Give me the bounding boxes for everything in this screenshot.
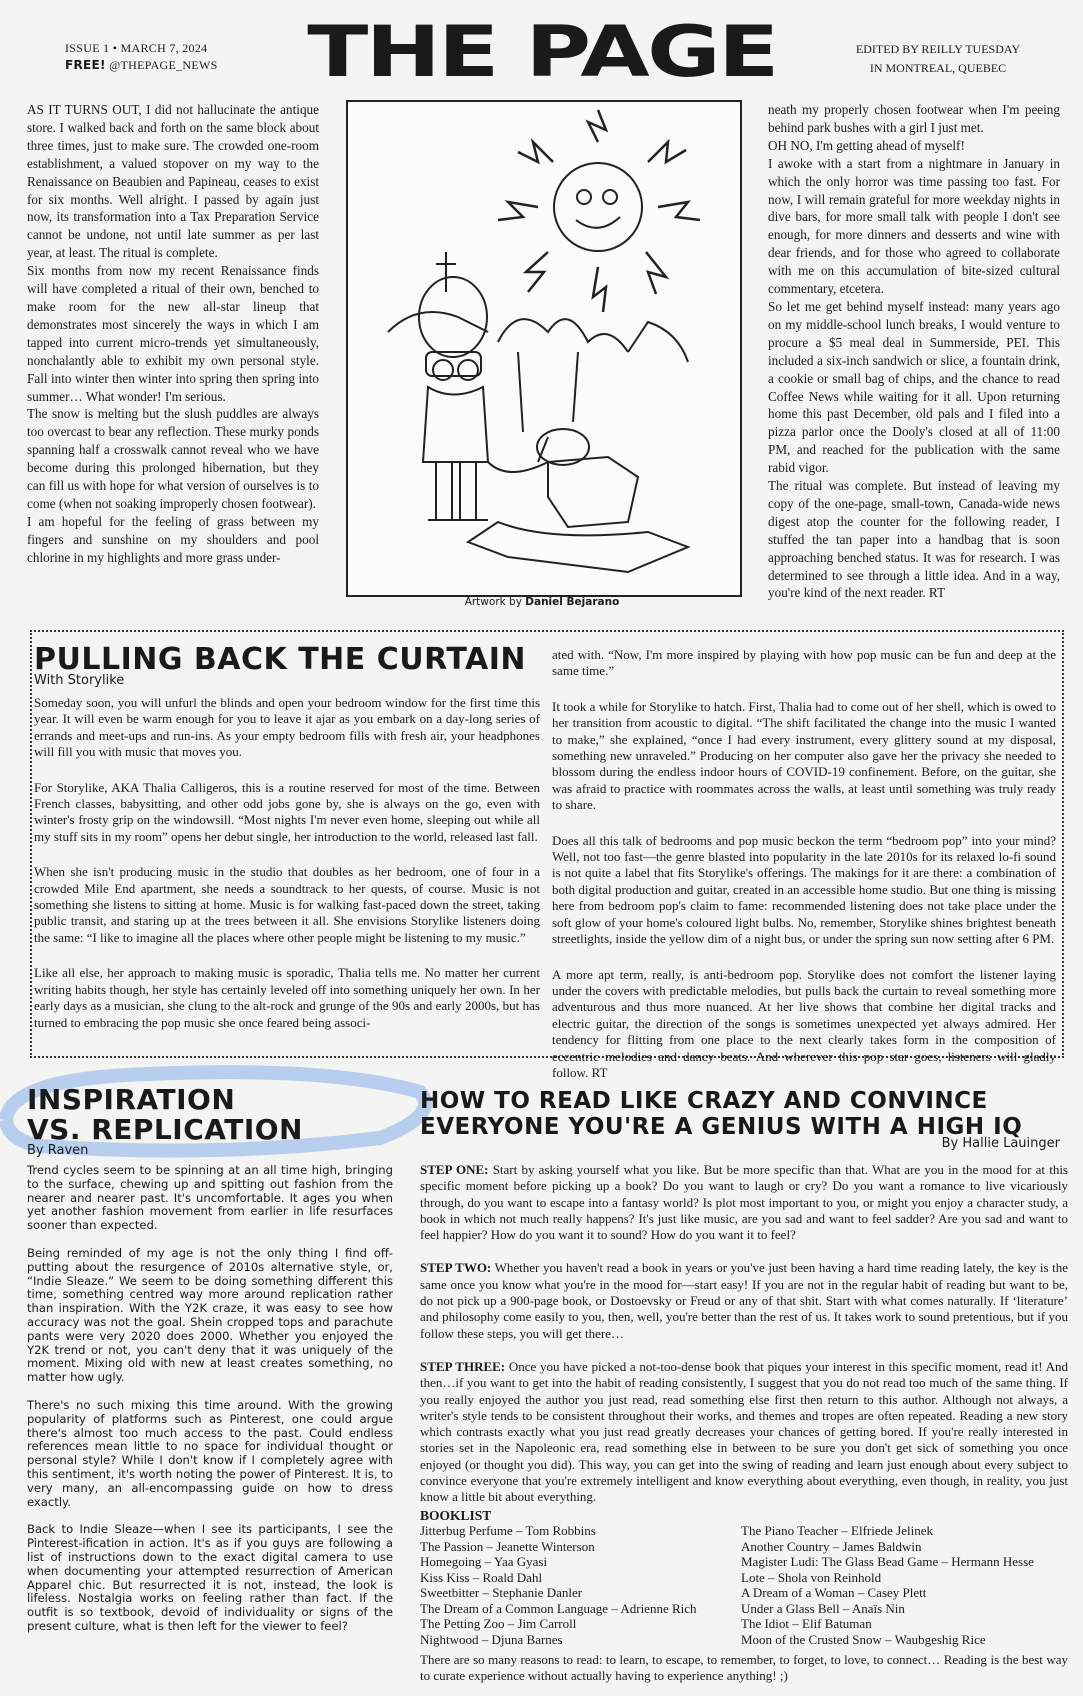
book-item: Sweetbitter – Stephanie Danler bbox=[420, 1585, 583, 1600]
howto-title bbox=[420, 1088, 1070, 1140]
front-paragraph: I awoke with a start from a nightmare in January in which the only horror was time passing too fast. For now, I will remain grateful for more weekday nights in dive bars, for more small talk with people I don't see enough, for more dinners and desserts and wine with dear friends, and for those who agreed to collaborate with me on this accumulation of bite-sized cultural commentary, etcetera. bbox=[768, 155, 1060, 297]
book-item: Moon of the Crusted Snow – Waubgeshig Rice bbox=[741, 1631, 986, 1647]
front-column-right bbox=[768, 101, 1060, 602]
cartoon-drawing bbox=[348, 102, 740, 595]
masthead-right bbox=[838, 40, 1038, 78]
book-item: The Petting Zoo – Jim Carroll bbox=[420, 1616, 577, 1631]
artwork-illustration bbox=[346, 100, 742, 597]
front-paragraph: I am hopeful for the feeling of grass between my fingers and sunshine on my shoulders and pool chlorine in my highlights and more grass under- bbox=[27, 513, 319, 565]
howto-title-line2: EVERYONE YOU'RE A GENIUS WITH A HIGH IQ bbox=[420, 1114, 1023, 1140]
curtain-paragraph: ated with. “Now, I'm more inspired by playing with how pop music can be fun and deep at the same time.” bbox=[552, 647, 1056, 679]
step-text: Whether you haven't read a book in years or you've just been having a hard time reading lately, the key is the same once you know what you're in the mood for—start easy! If you are not in the regular habit of reading but want to be, do not pick up a 900-page book, or Dostoevsky or Freud or any of that shit. Start with what comes naturally. If ‘literature’ and philosophy come easily to you, then, well, you're better than the rest of us. It takes work to sound pretentious, but if you follow these steps, you will get there… bbox=[420, 1260, 1068, 1341]
step-text: Once you have picked a not-too-dense book that piques your interest in this specific moment, read it! And then…if you want to get into the habit of reading consistently, I suggest that you do not read too much of the same thing. If you really enjoyed the author you just read, read something else first then return to this author. Although not always, a writer's style tends to be consistent throughout their works, and themes and tropes are often repeated. Reading a new story which contrasts exactly what you just read greatly decreases your chances of getting bored. If you're really interested in stories set in the Napoleonic era, read something else in between to be sure you don't get sick of something you once enjoyed (or thought you did). This way, you can get into the swing of reading and learn just enough about every subject to convince everyone that you're extremely intelligent and know everything about everything, even though, in reality, you just know a little bit about everything. bbox=[420, 1358, 1068, 1505]
inspiration-byline: By Raven bbox=[27, 1143, 89, 1158]
book-item: Magister Ludi: The Glass Bead Game – Hermann Hesse bbox=[741, 1554, 1034, 1569]
howto-step bbox=[420, 1162, 1068, 1243]
howto-closing: There are so many reasons to read: to learn, to escape, to remember, to forget, to love, to connect… Reading is the best way to curate experience without actually having to experience anything! ;) bbox=[420, 1652, 1068, 1683]
howto-byline: By Hallie Lauinger bbox=[941, 1136, 1060, 1151]
booklist-right bbox=[741, 1523, 1066, 1647]
book-item: A Dream of a Woman – Casey Plett bbox=[741, 1585, 927, 1600]
front-paragraph: The snow is melting but the slush puddles are always too overcast to bear any reflection. These murky ponds spanning half a crosswalk cannot reveal who we have become during this prolonged hibernation, but they can fill us with hope for what version of ourselves is to come (when not soaking improperly chosen footwear). bbox=[27, 406, 319, 511]
inspiration-title-line1: INSPIRATION bbox=[27, 1083, 236, 1116]
masthead-left bbox=[65, 40, 218, 74]
art-credit bbox=[346, 596, 738, 608]
curtain-paragraph: For Storylike, AKA Thalia Calligeros, this is a routine reserved for most of the time. Between French classes, babysitting, and other odd jobs gone by, she is always on the go, even with winter's frosty grip on the windowsill. “Most nights I'm never even home, sleeping out while all my stuff sits in my room” opens her debut single, her introduction to the world, released last fall. bbox=[34, 779, 540, 844]
curtain-paragraph: A more apt term, really, is anti-bedroom pop. Storylike does not comfort the listener laying under the covers with predictable melodies, but pulls back the curtain to reveal something more adventurous and thus more nuanced. At her live shows that combine her digital tracks and electric guitar, the direction of the songs is sometimes unexpected yet always admired. Her tendency for flitting from one place to the next clearly takes form in the composition of eccentric melodies and dancy beats. And wherever this pop star goes, listeners will gladly follow. RT bbox=[552, 966, 1056, 1080]
front-paragraph: OH NO, I'm getting ahead of myself! bbox=[768, 137, 965, 153]
curtain-paragraph: It took a while for Storylike to hatch. First, Thalia had to come out of her shell, which is owed to her transition from acoustic to digital. “The shift facilitated the change into the music I wanted to make,” she explained, “once I had every instrument, every glittery sound at my disposal, something new unraveled.” Producing on her computer also gave her the privacy she needed to blossom during the endless indoor hours of COVID-19 confinement. Before, on the guitar, she was afraid to practice with roommates across the walls, at least until something was truly ready to share. bbox=[552, 698, 1056, 813]
front-column-left bbox=[27, 101, 319, 567]
book-item: Another Country – James Baldwin bbox=[741, 1538, 922, 1554]
inspiration-paragraph: Trend cycles seem to be spinning at an all time high, bringing to the surface, chewing up and spitting out fashion from the nearer and nearer past. It's uncomfortable. It ages you when yet another fashion movement from earlier in life resurfaces sooner than expected. bbox=[27, 1163, 393, 1233]
book-item: The Idiot – Elif Batuman bbox=[741, 1616, 872, 1631]
issue-date: ISSUE 1 • MARCH 7, 2024 bbox=[65, 41, 208, 55]
curtain-column-right bbox=[552, 647, 1056, 1100]
editor-credit: EDITED BY REILLY TUESDAY bbox=[855, 42, 1021, 56]
masthead-title: THE PAGE bbox=[307, 11, 777, 93]
front-paragraph: AS IT TURNS OUT, I did not hallucinate the antique store. I walked back and forth on the same block about three times, just to make sure. The crowded one-room establishment, a valued stopover on my way to the Renaissance on Beaubien and Papineau, ceases to exist for six months. Well alright. I passed by again just now, its transformation into a Tax Preparation Service cannot be undone, not until late summer as per last year, at least. The ritual is complete. bbox=[27, 102, 319, 261]
booklist-left bbox=[420, 1523, 740, 1647]
book-item: Jitterbug Perfume – Tom Robbins bbox=[420, 1523, 596, 1538]
front-paragraph: The ritual was complete. But instead of leaving my copy of the one-page, small-town, Canada-wide news digest atop the counter for the following reader, I stuffed the tan paper into a handbag that is soon approaching benched status. It was for research. I was determined to see through a little idea. And in a way, you're kind of the next reader. RT bbox=[768, 478, 1060, 601]
front-paragraph: Six months from now my recent Renaissance finds will have completed a ritual of their own, benched to make room for the new all-star lineup that demonstrates most sincerely the ways in which I am tapped into current micro-trends yet simultaneously, nonchalantly able to exhibit my own personal style. Fall into winter then winter into spring then spring into summer… What wonder! I'm serious. bbox=[27, 263, 319, 404]
step-label: STEP TWO: bbox=[420, 1260, 492, 1276]
curtain-paragraph: Like all else, her approach to making music is sporadic, Thalia tells me. No matter her current writing habits though, her style has certainly leveled off into something uniquely her own. In her early days as a musician, she clung to the alt-rock and grunge of the 90s and early 2000s, but has turned to embracing the pop music she once feared being associ- bbox=[34, 965, 540, 1030]
book-item: Nightwood – Djuna Barnes bbox=[420, 1631, 563, 1647]
booklist-title: BOOKLIST bbox=[420, 1508, 492, 1523]
inspiration-paragraph: Being reminded of my age is not the only thing I find off-putting about the resurgence of 2010s alternative style, or, “Indie Sleaze.” We seem to be doing something different this time, something centred way more around replication rather than inspiration. With the Y2K craze, it was easy to see how accuracy was not the goal. Shein cropped tops and parachute pants were very 2020 does 2000. Whether you enjoyed the Y2K trend or not, you can't deny that it was uniquely of the moment. Mixing old with new at least creates something, no matter how ugly. bbox=[27, 1245, 393, 1385]
howto-step bbox=[420, 1359, 1068, 1506]
social-handle: @THEPAGE_NEWS bbox=[109, 58, 218, 72]
free-label: FREE! bbox=[65, 58, 106, 72]
inspiration-title-line2: VS. REPLICATION bbox=[27, 1113, 303, 1146]
inspiration-paragraph: Back to Indie Sleaze—when I see its participants, I see the Pinterest-ification in action. It's as if you guys are following a list of instructions down to the exact digital camera to use when documenting your attempted resurrection of American Apparel chic. But resurrected it is not, instead, the look is lifeless. Nostalgia works on feeling rather than fact. If the outfit is so textbook, devoid of individuality or signs of the present culture, what is then left for the viewer to feel? bbox=[27, 1522, 393, 1633]
step-label: STEP THREE: bbox=[420, 1358, 506, 1374]
howto-title-line1: HOW TO READ LIKE CRAZY AND CONVINCE bbox=[420, 1088, 988, 1114]
editor-location: IN MONTREAL, QUEBEC bbox=[869, 61, 1007, 75]
inspiration-title bbox=[27, 1085, 367, 1145]
curtain-title: PULLING BACK THE CURTAIN bbox=[34, 642, 526, 677]
curtain-paragraph: Does all this talk of bedrooms and pop music beckon the term “bedroom pop” into your mind? Well, not too fast—the genre blasted into popularity in the late 2010s for its relaxed lo-fi sound is not quite a label that fits Storylike's offerings. The makings for it are there: a combination of both digital production and guitar, created in an accessible home studio. But one thing is missing here from bedroom pop's claim to fame: recommended listening does not take place under the soft glow of your home's coloured light bulbs. No, remember, Storylike shines brightest beneath streetlights, inside the yellow dim of a night bus, or under the spring sun now setting after 6 PM. bbox=[552, 832, 1056, 947]
art-credit-prefix: Artwork by bbox=[464, 596, 526, 608]
step-label: STEP ONE: bbox=[420, 1162, 489, 1177]
curtain-paragraph: When she isn't producing music in the studio that doubles as her bedroom, one of four in a crowded Mile End apartment, she needs a soundtrack to her quests, of course. Music is not something she listens to sitting at home. Music is for walking fast-paced down the street, taking public transit, and staring up at the trees between it all. She envisions Storylike listeners doing the same: “I like to imagine all the places where other people might be listening to my music.” bbox=[34, 864, 540, 945]
howto-step bbox=[420, 1260, 1068, 1341]
book-item: The Dream of a Common Language – Adrienne Rich bbox=[420, 1600, 697, 1616]
book-item: Under a Glass Bell – Anaïs Nin bbox=[741, 1600, 905, 1616]
curtain-subtitle: With Storylike bbox=[34, 673, 125, 688]
book-item: The Passion – Jeanette Winterson bbox=[420, 1538, 595, 1554]
art-credit-name: Daniel Bejarano bbox=[525, 596, 620, 608]
sun-icon bbox=[554, 163, 642, 251]
inspiration-paragraph: There's no such mixing this time around. With the growing popularity of platforms such as Pinterest, one could argue there's almost too much access to the past. Could endless references mean little to no space for individual thought or personal style? While I don't know if I completely agree with this sentiment, it's worth noting the power of Pinterest. It is, to very many, an all-encompassing guide on how to dress exactly. bbox=[27, 1397, 393, 1509]
front-paragraph: neath my properly chosen footwear when I'm peeing behind park bushes with a girl I just met. bbox=[768, 102, 1060, 135]
front-paragraph: So let me get behind myself instead: many years ago on my middle-school lunch breaks, I would venture to procure a $5 meal deal in Summerside, PEI. This included a six-inch sandwich or slice, a fountain drink, a cookie or small bag of chips, and the chance to read Coffee News while waiting for it all. Upon returning home this past December, old pals and I filed into a pizza parlor once the Dooly's closed at all of 11:00 PM, and reached for the publication with the same rabid vigor. bbox=[768, 298, 1060, 476]
curtain-paragraph: Someday soon, you will unfurl the blinds and open your bedroom window for the first time this year. It will even be warm enough for you to leave it ajar as you embark on a day-long series of errands and meet-ups and run-ins. As your empty bedroom fills with fresh air, your headphones will fill you with music that moves you. bbox=[34, 695, 540, 760]
inspiration-body bbox=[27, 1164, 393, 1648]
step-text: Start by asking yourself what you like. But be more specific than that. What are you in the mood for at this specific moment before picking up a book? Do you want to laugh or cry? Do you want a romance to live vicariously through, do you want to escape into a fantasy world? Is plot most important to you, or might you enjoy a character study, a book in which not much really happens? It's just like music, are you sad and want to feel sadder? Are you sad and want to feel happier? How do you want it to sound? How do you want it to feel? bbox=[420, 1162, 1068, 1243]
howto-body bbox=[420, 1162, 1068, 1523]
book-item: Homegoing – Yaa Gyasi bbox=[420, 1554, 548, 1569]
curtain-column-left bbox=[34, 695, 540, 1050]
book-item: The Piano Teacher – Elfriede Jelinek bbox=[741, 1523, 933, 1538]
book-item: Kiss Kiss – Roald Dahl bbox=[420, 1569, 543, 1585]
book-item: Lote – Shola von Reinhold bbox=[741, 1569, 882, 1585]
